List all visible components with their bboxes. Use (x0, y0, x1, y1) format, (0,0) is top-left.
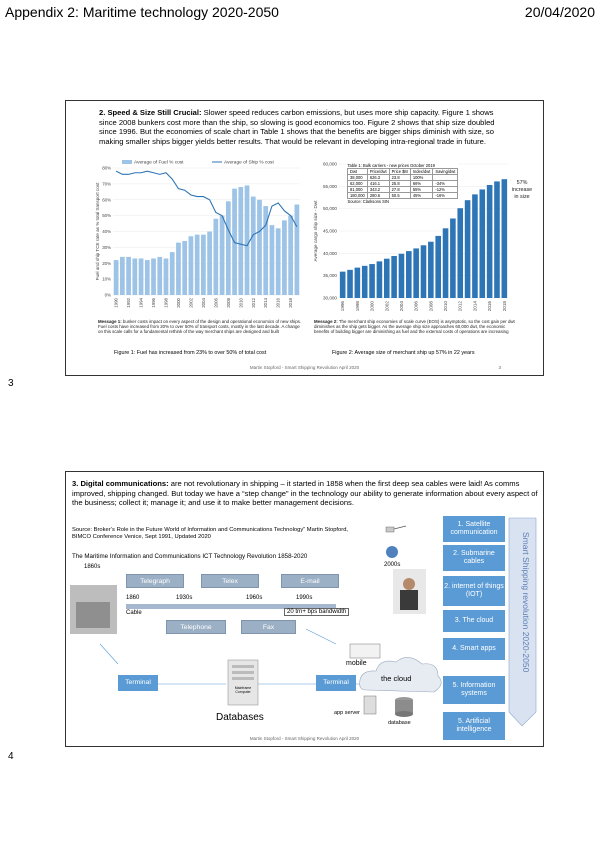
ship-size-bar (399, 254, 405, 298)
size-increase-annotation: increase (511, 187, 533, 193)
x-tick-label: 2014 (472, 301, 478, 312)
ship-size-bar (369, 264, 375, 298)
mobile-label: mobile (346, 660, 367, 667)
page-number: 4 (8, 751, 14, 762)
slide1-body: Slower speed reduces carbon emissions, but uses more ship capacity. Figure 1 shows since 2008 bunkers cost more than the ship, so slowing is good economics too. Figure 2 shows that ship size doubled since 1996. But the economies of scale chart in Table 1 shows that the benefits are bigger ships diminish with size, so making smaller ships bigger yields better results. That would be relevant in developing intra-regional trade in future. (99, 108, 495, 146)
fuel-bar (170, 252, 175, 295)
fuel-bar (145, 260, 150, 295)
table-cell: 343.2 (367, 187, 389, 193)
x-tick-label: 2018 (501, 301, 507, 312)
table-header: Price/dwt (367, 169, 389, 175)
table-cell: 626.3 (367, 175, 389, 181)
item-smart-apps: 4. Smart apps (443, 638, 505, 660)
x-tick-label: 1998 (354, 301, 360, 312)
mobile-device (350, 644, 380, 658)
footer-page: 3 (498, 365, 501, 370)
tech-telephone: Telephone (166, 620, 226, 634)
size-increase-annotation: in size (514, 194, 530, 200)
cloud-label: the cloud (381, 674, 412, 683)
tech-fax: Fax (241, 620, 296, 634)
fuel-bar (295, 205, 300, 295)
x-tick-label: 2010 (238, 298, 244, 308)
y-tick-label: 45,000 (322, 228, 337, 234)
table-cell: 55% (410, 187, 433, 193)
year-1960s: 1960s (246, 595, 263, 601)
slide-digital-communications (65, 471, 544, 747)
fuel-bar (132, 258, 137, 295)
ship-size-bar (494, 181, 500, 298)
tech-telex: Telex (201, 574, 259, 588)
x-tick-label: 2008 (225, 298, 231, 308)
ship-size-bar (435, 236, 441, 298)
table-source: Source: Clarksons SIN (347, 199, 389, 204)
ship-size-bar (362, 266, 368, 298)
x-tick-label: 2002 (384, 301, 390, 312)
y-tick-label: 60,000 (322, 161, 337, 167)
footer-text: Martin Stopford - Smart Shipping Revolution April 2020 (249, 736, 360, 741)
x-tick-label: 2014 (263, 298, 269, 308)
ship-size-bar (465, 200, 471, 298)
y-tick-label: 70% (102, 181, 111, 187)
table-header: Price $M (389, 169, 410, 175)
ship-size-bar (472, 194, 478, 298)
item-the-cloud: 3. The cloud (443, 610, 505, 632)
fuel-bar (220, 216, 225, 295)
fuel-bar (276, 228, 281, 295)
source-note: Source: Broker’s Role in the Future World of Information and Communications Technology” Martin Stopford, BIMCO Conference Venice, Sept 1991, Updated 2020 (72, 527, 349, 541)
table-header: Dwt (348, 169, 368, 175)
x-tick-label: 2012 (250, 298, 256, 308)
y-tick-label: 30% (102, 244, 111, 250)
item-internet-of-things: 2. internet of things (IOT) (443, 576, 505, 606)
label-2000s: 2000s (384, 562, 401, 568)
y-tick-label: 10% (102, 276, 111, 282)
y-tick-label: 0% (104, 292, 111, 298)
bandwidth-label: 20 trn+ bps bandwidth (284, 608, 349, 616)
x-tick-label: 2004 (200, 298, 206, 308)
message-2-text: The merchant ship economies of scale curve (EOS) is asymptotic, so the cost gain per dwt diminishes as the ship gets bigger. As the average ship size approaches 60,000 dwt, the economic benefits of building bigger are diminishing as fuel and the external costs of operations are increasing (314, 319, 515, 335)
slide2-footer (66, 736, 543, 741)
x-tick-label: 2000 (369, 301, 375, 312)
database-cylinder (395, 711, 413, 717)
x-tick-label: 1990 (113, 298, 119, 308)
fuel-bar (164, 258, 169, 295)
table-cell: -34% (433, 181, 458, 187)
fuel-bar (251, 197, 256, 295)
y-tick-label: 55,000 (322, 183, 337, 189)
table-cell: -12% (433, 187, 458, 193)
table-bulk-carrier-prices (347, 163, 458, 204)
message-2 (314, 319, 519, 335)
ship-size-bar (377, 261, 383, 298)
table-cell: 62,000 (348, 181, 368, 187)
item-information-systems: 5. Information systems (443, 676, 505, 704)
ship-size-bar (421, 245, 427, 298)
app-server (364, 696, 376, 714)
fuel-bar (282, 220, 287, 295)
x-tick-label: 2006 (213, 298, 219, 308)
y-axis-label: Fuel and ship TCE rate as % total transport cost (95, 182, 100, 281)
x-tick-label: 1996 (340, 301, 346, 312)
database-label: database (388, 720, 411, 726)
slide2-body: are not revolutionary in shipping – it started in 1858 when the first deep sea cables were laid! As comms improved, shipping changed. But today we have a “step change” in the technology our ability to generate information about every aspect of the business; collect it; manage it; and use it to make better management decisions. (72, 479, 538, 508)
y-tick-label: 80% (102, 165, 111, 171)
y-tick-label: 35,000 (322, 273, 337, 279)
x-tick-label: 2012 (457, 301, 463, 312)
slide1-lead: 2. Speed & Size Still Crucial: (99, 108, 202, 117)
legend-label: Average of Ship % cost (224, 160, 274, 166)
fuel-bar (189, 236, 194, 295)
ship-size-bar (443, 228, 449, 298)
x-tick-label: 2008 (428, 301, 434, 312)
slide-speed-size (65, 100, 544, 376)
message-1-text: bunker costs impact on every aspect of the design and operational economics of new ships. Fuel costs have increased from 20% to over 50% of transport costs, mostly in the last decade. A change on this scale calls for a fundamental rethink of the way merchant ships are designed and built (98, 319, 302, 335)
item-artificial-intelligence: 5. Artificial intelligence (443, 712, 505, 740)
page-number: 3 (8, 378, 14, 389)
table-header: Saving/dwt (433, 169, 458, 175)
year-1860: 1860 (126, 595, 140, 601)
ship-size-bar (391, 256, 397, 298)
timeline-title: The Maritime Information and Communications ICT Technology Revolution 1858-2020 (72, 553, 308, 560)
terminal-left: Terminal (118, 675, 158, 691)
chart-fuel-ship-cost (94, 158, 306, 318)
fuel-bar (120, 257, 125, 295)
ship-size-bar (406, 251, 412, 298)
footer-text: Martin Stopford - Smart Shipping Revolution April 2020 (249, 365, 360, 370)
ship-size-bar (487, 185, 493, 298)
y-tick-label: 50% (102, 213, 111, 219)
table-cell: 45% (410, 193, 433, 199)
item-satellite-communication: 1. Satellite communication (443, 516, 505, 542)
terminal-right: Terminal (316, 675, 356, 691)
table-cell: 100% (410, 175, 433, 181)
table-cell: 38,000 (348, 175, 368, 181)
table-cell: 180,000 (348, 193, 368, 199)
x-tick-label: 2004 (398, 301, 404, 312)
fuel-bar (157, 257, 162, 295)
table-cell: 66% (410, 181, 433, 187)
slide2-lead: 3. Digital communications: (72, 479, 169, 488)
fuel-bar (213, 219, 218, 295)
x-tick-label: 1992 (126, 298, 132, 308)
item-submarine-cables: 2. Submarine cables (443, 545, 505, 571)
x-tick-label: 2000 (175, 298, 181, 308)
table-cell: 280.6 (367, 193, 389, 199)
app-server-label: app server (334, 710, 360, 716)
fuel-bar (139, 258, 144, 295)
fuel-bar (238, 187, 243, 295)
ship-size-bar (355, 268, 361, 298)
y-tick-label: 40,000 (322, 250, 337, 256)
tech-telegraph: Telegraph (126, 574, 184, 588)
fuel-bar (182, 241, 187, 295)
mainframe-label: Mainframe Computer (234, 686, 252, 694)
table-cell: 81,000 (348, 187, 368, 193)
table-cell: 25.8 (389, 181, 410, 187)
slide1-footer (66, 365, 543, 370)
cable-label: Cable (126, 610, 142, 616)
table-title: Table 1: Bulk carriers - new prices October 2019 (347, 163, 435, 168)
x-tick-label: 2010 (443, 301, 449, 312)
fuel-bar (226, 201, 231, 295)
y-tick-label: 20% (102, 260, 111, 266)
size-increase-annotation: 57% (516, 180, 528, 186)
y-tick-label: 30,000 (322, 295, 337, 301)
y-tick-label: 50,000 (322, 206, 337, 212)
table-cell: -16% (433, 193, 458, 199)
figure-2-caption: Figure 2: Average size of merchant ship up 57% in 22 years (332, 350, 475, 356)
databases-label: Databases (216, 712, 264, 723)
ship-size-bar (384, 259, 390, 298)
y-axis-label: Average cargo ship size - Dwt (313, 200, 318, 262)
ship-size-bar (457, 208, 463, 298)
year-1990s: 1990s (296, 595, 313, 601)
fuel-bar (126, 257, 131, 295)
x-tick-label: 2002 (188, 298, 194, 308)
table-header: Index/dwt (410, 169, 433, 175)
x-tick-label: 1998 (163, 298, 169, 308)
ship-size-bar (413, 248, 419, 298)
y-tick-label: 40% (102, 229, 111, 234)
ship-size-bar (347, 270, 353, 298)
x-tick-label: 2006 (413, 301, 419, 312)
ship-size-bar (428, 242, 434, 298)
fuel-bar (207, 232, 212, 296)
legend-swatch (122, 160, 132, 164)
ship-size-bar (450, 218, 456, 298)
slide1-intro (99, 108, 511, 147)
label-1860s: 1860s (84, 564, 101, 570)
x-tick-label: 1996 (151, 298, 157, 308)
satellite-icon (386, 526, 406, 532)
message-1-title: Message 1: (98, 319, 122, 324)
x-tick-label: 2016 (275, 298, 281, 308)
document-date: 20/04/2020 (524, 4, 595, 20)
vertical-label: Smart Shipping revolution 2020-2050 (521, 532, 531, 673)
globe-icon (386, 546, 398, 558)
year-1930s: 1930s (176, 595, 193, 601)
table-cell: 23.8 (389, 175, 410, 181)
ship-size-bar (340, 272, 346, 298)
fuel-bar (257, 200, 262, 295)
ship-size-bar (502, 179, 508, 298)
message-1 (98, 319, 303, 335)
fuel-bar (151, 258, 156, 295)
fuel-bar (270, 225, 275, 295)
fuel-bar (195, 235, 200, 295)
x-tick-label: 2018 (288, 298, 294, 308)
fuel-bar (201, 235, 206, 295)
table-cell: 50.5 (389, 193, 410, 199)
message-2-title: Message 2: (314, 319, 338, 324)
fuel-bar (288, 216, 293, 295)
y-tick-label: 60% (102, 197, 111, 203)
fuel-bar (176, 243, 181, 295)
table-cell: 27.8 (389, 187, 410, 193)
x-tick-label: 2016 (487, 301, 493, 312)
ship-size-bar (479, 189, 485, 298)
legend-label: Average of Fuel % cost (134, 160, 184, 166)
fuel-bar (114, 260, 119, 295)
figure-1-caption: Figure 1: Fuel has increased from 23% to over 50% of total cost (114, 350, 267, 356)
fuel-bar (245, 185, 250, 295)
document-title: Appendix 2: Maritime technology 2020-2050 (5, 4, 279, 20)
tech-email: E-mail (281, 574, 339, 588)
table-cell: 416.1 (367, 181, 389, 187)
x-tick-label: 1994 (138, 298, 144, 308)
